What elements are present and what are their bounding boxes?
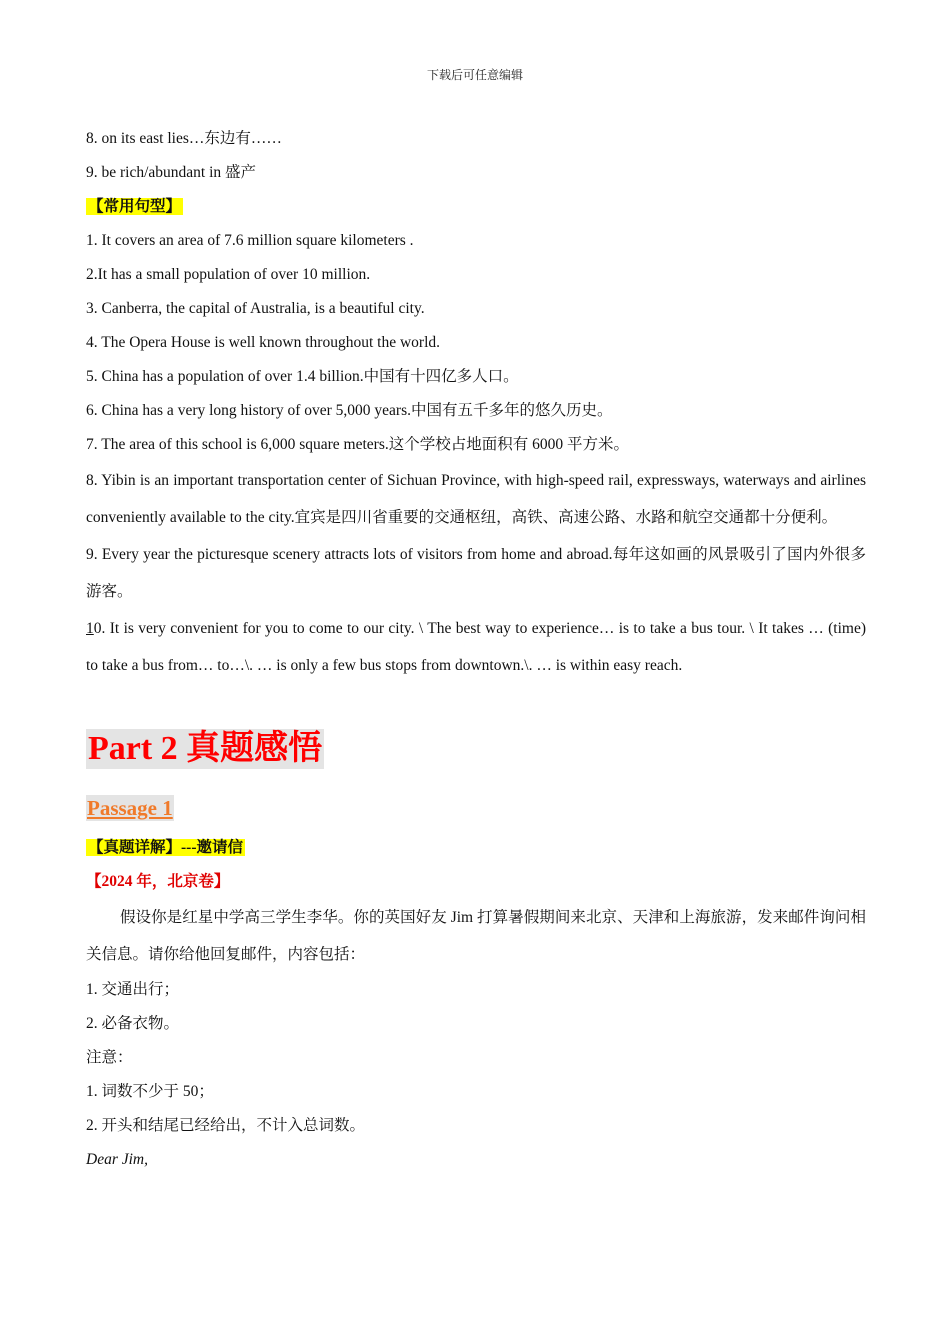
sentence-10: [86, 610, 866, 684]
passage1-title: Passage 1: [87, 796, 173, 820]
detail-heading: [86, 831, 866, 865]
common-sentences-heading: [86, 190, 866, 224]
sentence-10-text: 0. It is very convenient for you to come to our city. \ The best way to experience… is to take a bus tour. \ It takes … (time) to take a bus from… to…\. … is only a few bus stops from downtown.\. … is within easy reach.: [86, 620, 866, 674]
note-2: 2. 开头和结尾已经给出，不计入总词数。: [86, 1117, 366, 1134]
sentence-7: 7. The area of this school is 6,000 square meters.这个学校占地面积有 6000 平方米。: [86, 436, 630, 453]
sentence-8: 8. Yibin is an important transportation center of Sichuan Province, with high-speed rail, expressways, waterways and airlines conveniently available to the city.宜宾是四川省重要的交通枢纽，高铁、高速公路、水路和航空交通都十分便利。: [86, 472, 866, 526]
part2-heading: [86, 729, 866, 781]
sentence-10-number-first: 1: [86, 620, 94, 637]
common-sentences-label: 【常用句型】: [88, 198, 182, 215]
passage1-heading: [86, 791, 866, 831]
sentence-3: 3. Canberra, the capital of Australia, is a beautiful city.: [86, 300, 425, 317]
phrase-item-9: 9. be rich/abundant in 盛产: [86, 164, 257, 181]
sentence-5: 5. China has a population of over 1.4 billion.中国有十四亿多人口。: [86, 368, 519, 385]
letter-salutation: Dear Jim,: [86, 1151, 148, 1168]
exam-source: 【2024 年，北京卷】: [86, 873, 230, 890]
sentence-9: 9. Every year the picturesque scenery attracts lots of visitors from home and abroad.每年这如画的风景吸引了国内外很多游客。: [86, 546, 866, 600]
page-header: 下载后可任意编辑: [426, 68, 523, 82]
task-prompt: 假设你是红星中学高三学生李华。你的英国好友 Jim 打算暑假期间来北京、天津和上海旅游，发来邮件询问相关信息。请你给他回复邮件，内容包括：: [86, 909, 866, 963]
sentence-2: 2.It has a small population of over 10 million.: [86, 266, 371, 283]
sentence-6: 6. China has a very long history of over 5,000 years.中国有五千多年的悠久历史。: [86, 402, 613, 419]
phrase-item-8: 8. on its east lies…东边有……: [86, 130, 282, 147]
sentence-1: 1. It covers an area of 7.6 million square kilometers .: [86, 232, 414, 249]
note-1: 1. 词数不少于 50；: [86, 1083, 214, 1100]
requirement-2: 2. 必备衣物。: [86, 1015, 180, 1032]
part2-title: Part 2 真题感悟: [88, 730, 323, 767]
sentence-4: 4. The Opera House is well known throughout the world.: [86, 334, 441, 351]
note-label: 注意：: [86, 1049, 133, 1066]
requirement-1: 1. 交通出行；: [86, 981, 180, 998]
detail-label: 【真题详解】---邀请信: [88, 839, 243, 856]
document-body: [86, 122, 866, 1177]
